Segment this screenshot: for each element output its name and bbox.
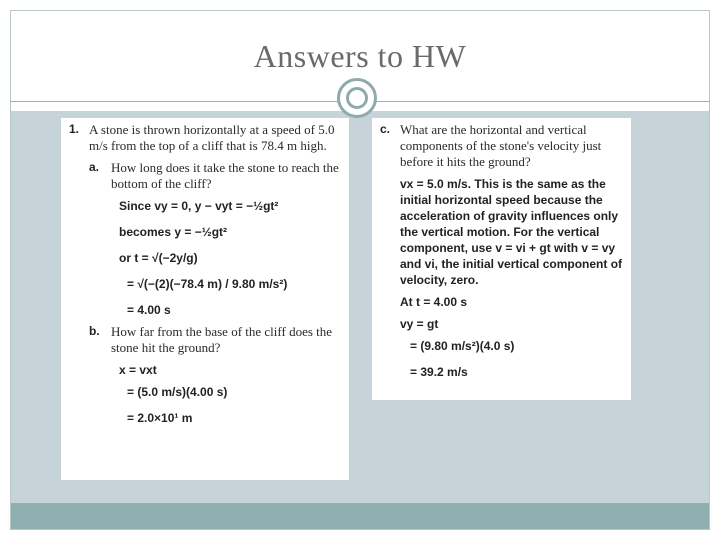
footer-band — [11, 503, 709, 529]
part-c-question: What are the horizontal and vertical components of the stone's velocity just before it hits the ground? — [400, 122, 602, 169]
circle-ornament-icon — [337, 78, 377, 118]
left-answer-panel — [61, 118, 349, 480]
q1-text: A stone is thrown horizontally at a speed of 5.0 m/s from the top of a cliff that is 78.4 m high. — [89, 122, 335, 153]
part-a — [69, 160, 343, 192]
part-c-label: c. — [380, 122, 391, 136]
part-b-step-2: = (5.0 m/s)(4.00 s) — [127, 385, 228, 399]
q1-number: 1. — [69, 122, 80, 136]
part-a-question: How long does it take the stone to reach the bottom of the cliff? — [111, 160, 339, 191]
part-a-label: a. — [89, 160, 100, 174]
part-b — [69, 324, 343, 356]
part-a-step-2: becomes y = −½gt² — [119, 225, 228, 239]
right-answer-panel — [372, 118, 631, 400]
question-1 — [69, 122, 343, 154]
part-a-step-1: Since vy = 0, y − vyt = −½gt² — [119, 199, 279, 213]
part-b-label: b. — [89, 324, 100, 338]
part-a-step-4: = √(−(2)(−78.4 m) / 9.80 m/s²) — [127, 277, 288, 291]
part-c-answer: vx = 5.0 m/s. This is the same as the initial horizontal speed because the acceleration of gravity influences only the vertical motion. For the vertical component, use v = vi + gt with v = vy and vi, the initial vertical component of velocity, zero. — [400, 177, 623, 287]
part-b-step-3: = 2.0×10¹ m — [127, 411, 193, 425]
part-c-at-time: At t = 4.00 s — [400, 295, 468, 309]
slide-title: Answers to HW — [253, 38, 467, 74]
part-c-step-1: vy = gt — [400, 317, 439, 331]
part-c-step-2: = (9.80 m/s²)(4.0 s) — [410, 339, 515, 353]
part-a-step-5: = 4.00 s — [127, 303, 171, 317]
part-b-step-1: x = vxt — [119, 363, 157, 377]
part-a-step-3: or t = √(−2y/g) — [119, 251, 198, 265]
part-c-step-3: = 39.2 m/s — [410, 365, 468, 379]
part-c — [380, 122, 625, 170]
part-b-question: How far from the base of the cliff does the stone hit the ground? — [111, 324, 333, 355]
